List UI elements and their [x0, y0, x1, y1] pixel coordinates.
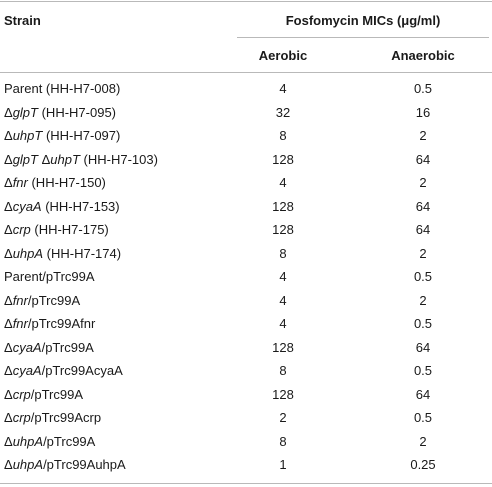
table-row [0, 268, 492, 292]
aerobic-mic-cell: 8 [279, 363, 287, 378]
strain-cell [4, 292, 80, 309]
table-row [0, 409, 492, 433]
aerobic-mic-cell: 128 [272, 339, 294, 355]
strain-text: /pTrc99AcyaA [41, 363, 123, 378]
group-header-rule [237, 37, 489, 38]
aerobic-mic-cell: 4 [279, 292, 287, 308]
table-row [0, 386, 492, 410]
aerobic-mic-cell: 4 [279, 81, 287, 96]
table-row [0, 80, 492, 104]
aerobic-mic-cell: 128 [272, 151, 294, 167]
strain-text: Δ [37, 151, 51, 167]
anaerobic-mic-cell: 0.5 [413, 269, 433, 284]
strain-text: Δ [4, 175, 13, 190]
gene-name: uhpA [12, 433, 44, 449]
gene-name: uhpT [50, 151, 80, 167]
strain-text: Δ [4, 457, 13, 472]
strain-text: (HH-H7-103) [79, 151, 158, 167]
gene-name: fnr [12, 175, 28, 190]
strain-text: Δ [4, 363, 13, 378]
strain-text: Δ [4, 198, 13, 214]
strain-text: Δ [4, 245, 13, 261]
strain-cell [4, 198, 120, 215]
strain-text: (HH-H7-175) [30, 222, 109, 237]
strain-cell [4, 80, 120, 97]
table-row [0, 127, 492, 151]
anaerobic-mic-cell: 64 [415, 151, 431, 167]
table-row [0, 339, 492, 363]
strain-cell [4, 104, 116, 121]
aerobic-mic-cell: 4 [279, 269, 287, 284]
table-top-rule [0, 1, 492, 2]
gene-name: glpT [12, 151, 38, 167]
strain-text: Δ [4, 339, 13, 355]
strain-text: (HH-H7-095) [37, 104, 116, 120]
anaerobic-mic-cell: 64 [415, 222, 431, 237]
aerobic-mic-cell: 8 [279, 245, 287, 261]
strain-cell [4, 174, 106, 191]
table-row [0, 104, 492, 128]
table-row [0, 151, 492, 175]
table-row [0, 221, 492, 245]
anaerobic-mic-cell: 0.5 [413, 363, 433, 378]
strain-text: (HH-H7-150) [27, 175, 106, 190]
gene-name: cyaA [12, 363, 42, 378]
aerobic-mic-cell: 128 [272, 386, 294, 402]
anaerobic-mic-cell: 2 [419, 292, 427, 308]
strain-column-header: Strain [4, 13, 41, 28]
strain-text: /pTrc99AuhpA [43, 457, 126, 472]
table-row [0, 315, 492, 339]
gene-name: crp [12, 410, 31, 425]
aerobic-mic-cell: 4 [279, 316, 287, 331]
strain-cell [4, 127, 120, 144]
gene-name: cyaA [12, 339, 42, 355]
table-row [0, 245, 492, 269]
anaerobic-mic-cell: 0.25 [410, 457, 436, 472]
fosfomycin-mics-group-header: Fosfomycin MICs (μg/ml) [285, 13, 441, 28]
strain-cell [4, 221, 109, 238]
gene-name: glpT [12, 104, 38, 120]
anaerobic-mic-cell: 16 [415, 104, 431, 120]
anaerobic-mic-cell: 0.5 [413, 410, 433, 425]
strain-text: (HH-H7-008) [42, 81, 121, 96]
gene-name: fnr [12, 316, 28, 331]
strain-text: Parent/pTrc99A [4, 269, 95, 284]
anaerobic-mic-cell: 64 [415, 198, 431, 214]
strain-text: Δ [4, 386, 13, 402]
aerobic-mic-cell: 128 [272, 198, 294, 214]
strain-cell [4, 433, 95, 450]
strain-cell [4, 315, 95, 332]
gene-name: crp [12, 386, 31, 402]
strain-text: Δ [4, 128, 13, 143]
aerobic-mic-cell: 8 [279, 128, 287, 143]
gene-name: cyaA [12, 198, 42, 214]
aerobic-mic-cell: 4 [279, 175, 287, 190]
anaerobic-mic-cell: 2 [419, 128, 427, 143]
strain-text: (HH-H7-097) [42, 128, 121, 143]
aerobic-mic-cell: 8 [279, 433, 287, 449]
strain-cell [4, 245, 121, 262]
strain-cell [4, 456, 126, 473]
anaerobic-mic-cell: 2 [419, 245, 427, 261]
anaerobic-mic-cell: 2 [419, 175, 427, 190]
table-row [0, 362, 492, 386]
gene-name: uhpA [12, 457, 44, 472]
strain-text: /pTrc99A [43, 433, 96, 449]
gene-name: fnr [12, 292, 28, 308]
strain-text: Δ [4, 433, 13, 449]
strain-cell [4, 268, 95, 285]
strain-text: Δ [4, 292, 13, 308]
strain-text: Δ [4, 104, 13, 120]
strain-text: /pTrc99A [27, 292, 81, 308]
strain-cell [4, 151, 158, 168]
strain-text: (HH-H7-153) [41, 198, 120, 214]
aerobic-column-header: Aerobic [258, 48, 308, 63]
strain-text: Δ [4, 410, 13, 425]
aerobic-mic-cell: 128 [272, 222, 294, 237]
table-row [0, 174, 492, 198]
strain-text: Δ [4, 316, 13, 331]
aerobic-mic-cell: 32 [275, 104, 291, 120]
strain-text: /pTrc99A [41, 339, 94, 355]
strain-text: Δ [4, 151, 13, 167]
table-row [0, 456, 492, 480]
gene-name: uhpA [12, 245, 44, 261]
strain-cell [4, 339, 94, 356]
strain-text: Δ [4, 222, 13, 237]
strain-cell [4, 409, 101, 426]
anaerobic-mic-cell: 2 [419, 433, 427, 449]
table-row [0, 433, 492, 457]
aerobic-mic-cell: 2 [279, 410, 287, 425]
strain-text: /pTrc99A [30, 386, 84, 402]
strain-text: /pTrc99Afnr [27, 316, 96, 331]
strain-cell [4, 386, 83, 403]
table-bottom-rule [0, 483, 492, 484]
anaerobic-column-header: Anaerobic [391, 48, 455, 63]
aerobic-mic-cell: 1 [279, 457, 287, 472]
anaerobic-mic-cell: 64 [415, 386, 431, 402]
strain-text: Parent [4, 81, 43, 96]
anaerobic-mic-cell: 0.5 [413, 81, 433, 96]
anaerobic-mic-cell: 0.5 [413, 316, 433, 331]
table-row [0, 198, 492, 222]
header-bottom-rule [0, 72, 492, 73]
anaerobic-mic-cell: 64 [415, 339, 431, 355]
table-body [0, 80, 492, 480]
table-row [0, 292, 492, 316]
gene-name: uhpT [12, 128, 43, 143]
gene-name: crp [12, 222, 31, 237]
strain-cell [4, 362, 123, 379]
strain-text: /pTrc99Acrp [30, 410, 102, 425]
strain-text: (HH-H7-174) [43, 245, 122, 261]
